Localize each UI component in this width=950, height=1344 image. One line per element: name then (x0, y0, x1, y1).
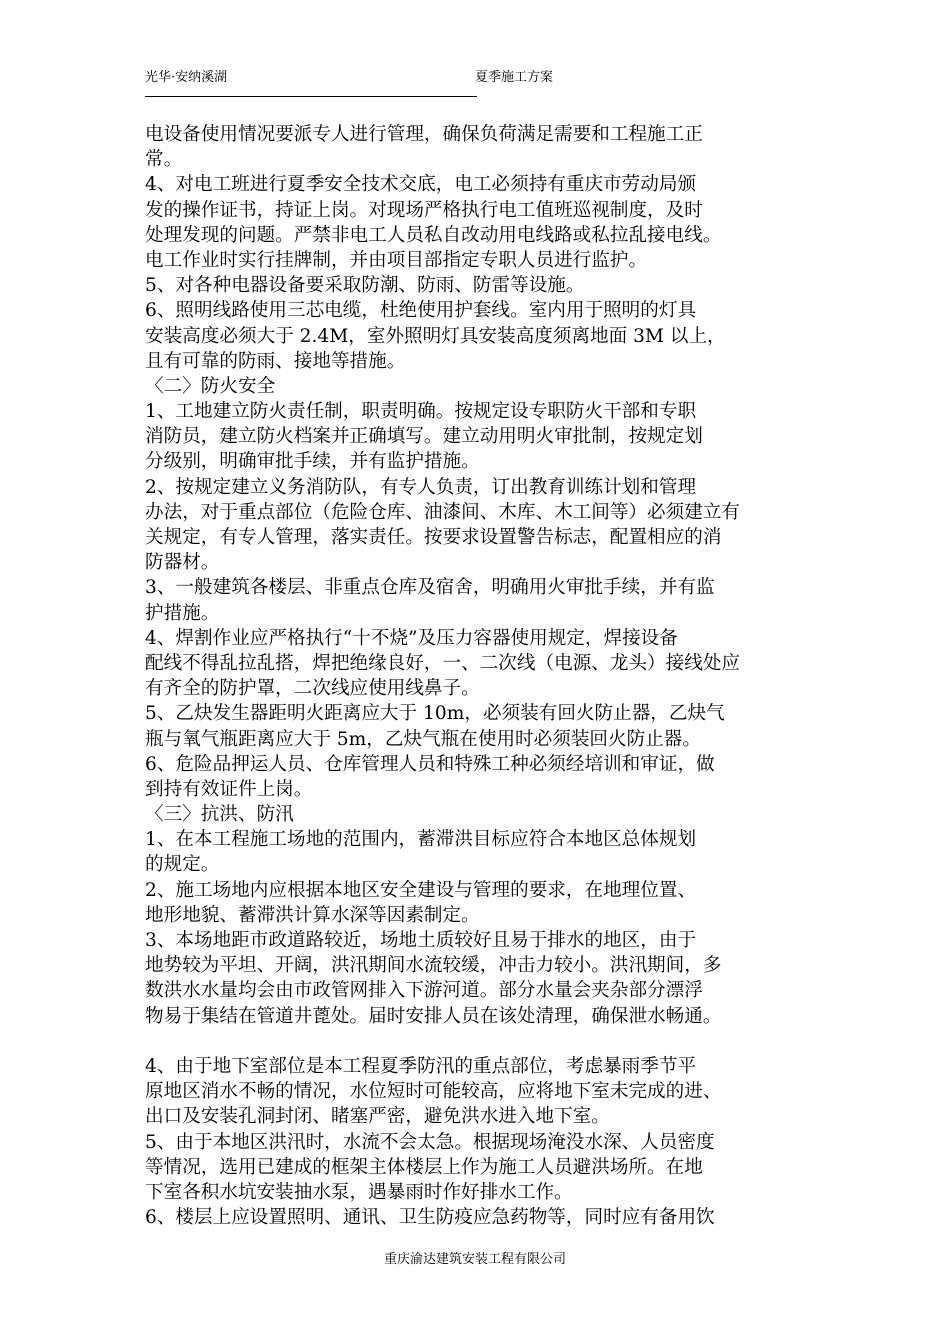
text-line: 4、由于地下室部位是本工程夏季防汛的重点部位，考虑暴雨季节平 (145, 1055, 697, 1077)
text-line: 安装高度必须大于 2.4M，室外照明灯具安装高度须离地面 3M 以上， (145, 325, 726, 347)
text-line: 地形地貌、蓄滞洪计算水深等因素制定。 (145, 904, 480, 926)
text-line: 5、乙炔发生器距明火距离应大于 10m，必须装有回火防止器，乙炔气 (145, 703, 725, 725)
text-line: 下室各积水坑安装抽水泵，遇暴雨时作好排水工作。 (145, 1181, 573, 1203)
text-line: 1、工地建立防火责任制，职责明确。按规定设专职防火干部和专职 (145, 401, 697, 423)
page-footer (0, 1248, 950, 1267)
text-line: 处理发现的问题。严禁非电工人员私自改动用电线路或私拉乱接电线。 (145, 224, 722, 246)
text-line: 发的操作证书，持证上岗。对现场严格执行电工值班巡视制度，及时 (145, 199, 703, 221)
text-line: 瓶与氧气瓶距离应大于 5m，乙炔气瓶在使用时必须装回火防止器。 (145, 728, 701, 750)
text-line: 护措施。 (145, 602, 220, 624)
text-line: 且有可靠的防雨、接地等措施。 (145, 350, 406, 372)
text-line: 有齐全的防护罩，二次线应使用线鼻子。 (145, 678, 480, 700)
text-line: 数洪水水量均会由市政管网排入下游河道。部分水量会夹杂部分漂浮 (145, 980, 703, 1002)
text-line: 4、焊割作业应严格执行“十不烧”及压力容器使用规定，焊接设备 (145, 627, 678, 649)
text-line: 2、施工场地内应根据本地区安全建设与管理的要求，在地理位置、 (145, 879, 697, 901)
text-line: 原地区消水不畅的情况，水位短时可能较高，应将地下室未完成的进、 (145, 1081, 722, 1103)
text-line: 物易于集结在管道井蓖处。届时安排人员在该处清理，确保泄水畅通。 (145, 1005, 722, 1027)
blank-line (145, 1029, 809, 1054)
text-line: 配线不得乱拉乱搭，焊把绝缘良好，一、二次线（电源、龙头）接线处应 (145, 652, 741, 674)
page-header (145, 66, 805, 86)
text-line: 电工作业时实行挂牌制，并由项目部指定专职人员进行监护。 (145, 249, 648, 271)
text-line: 出口及安装孔洞封闭、睹塞严密，避免洪水进入地下室。 (145, 1106, 610, 1128)
text-line: 常。 (145, 149, 183, 171)
text-line: 电设备使用情况要派专人进行管理，确保负荷满足需要和工程施工正 (145, 124, 703, 145)
text-line: 3、本场地距市政道路较近，场地土质较好且易于排水的地区，由于 (145, 930, 697, 951)
document-body (145, 122, 809, 1230)
text-line: 的规定。 (145, 854, 220, 876)
header-project-name: 光华·安纳溪湖 (145, 70, 228, 85)
text-line: 4、对电工班进行夏季安全技术交底，电工必须持有重庆市劳动局颁 (145, 174, 697, 196)
text-line: 办法，对于重点部位（危险仓库、油漆间、木库、木工间等）必须建立有 (145, 501, 741, 523)
text-line: 防器材。 (145, 552, 220, 574)
text-line: 3、一般建筑各楼层、非重点仓库及宿舍，明确用火审批手续，并有监 (145, 577, 715, 599)
header-document-title: 夏季施工方案 (475, 70, 554, 85)
text-line: 5、由于本地区洪汛时，水流不会太急。根据现场淹没水深、人员密度 (145, 1131, 715, 1153)
text-line: 6、危险品押运人员、仓库管理人员和特殊工种必须经培训和审证，做 (145, 753, 715, 775)
text-line: 〈三〉抗洪、防汛 (145, 804, 294, 826)
text-line: 消防员，建立防火档案并正确填写。建立动用明火审批制，按规定划 (145, 426, 703, 448)
text-line: 等情况，选用已建成的框架主体楼层上作为施工人员避洪场所。在地 (145, 1156, 703, 1178)
text-line: 到持有效证件上岗。 (145, 778, 313, 800)
text-line: 〈二〉防火安全 (145, 375, 276, 397)
text-line: 5、对各种电器设备要采取防潮、防雨、防雷等设施。 (145, 275, 585, 297)
text-line: 6、照明线路使用三芯电缆，杜绝使用护套线。室内用于照明的灯具 (145, 300, 697, 322)
text-line: 1、在本工程施工场地的范围内，蓄滞洪目标应符合本地区总体规划 (145, 829, 697, 851)
footer-company-name: 重庆渝达建筑安装工程有限公司 (383, 1252, 566, 1267)
text-line: 关规定，有专人管理，落实责任。按要求设置警告标志，配置相应的消 (145, 527, 722, 548)
text-line: 分级别，明确审批手续，并有监护措施。 (145, 451, 480, 473)
header-divider (145, 96, 477, 97)
text-line: 6、楼层上应设置照明、通讯、卫生防疫应急药物等，同时应有备用饮 (145, 1207, 715, 1229)
text-line: 地势较为平坦、开阔，洪汛期间水流较缓，冲击力较小。洪汛期间，多 (145, 955, 722, 977)
text-line: 2、按规定建立义务消防队，有专人负责，订出教育训练计划和管理 (145, 476, 697, 498)
